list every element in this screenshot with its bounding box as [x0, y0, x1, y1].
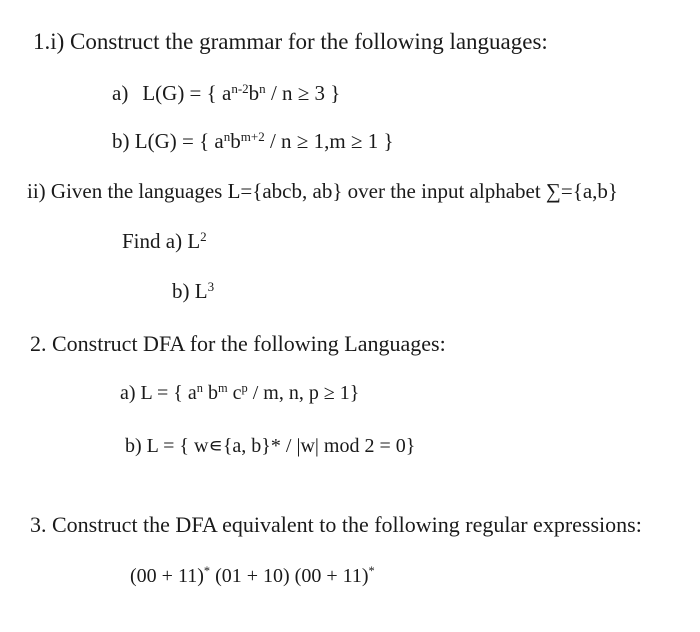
question-3-star-2: * [368, 564, 375, 579]
question-3-expression [130, 566, 375, 586]
question-1-ii-a [122, 228, 207, 253]
question-1-ii-a-prefix: Find a) L [122, 229, 201, 253]
question-1-ii-b-exponent: 3 [207, 278, 215, 294]
question-1b-suffix: / n ≥ 1,m ≥ 1 } [264, 129, 394, 153]
question-2-title: 2. Construct DFA for the following Languages: [30, 331, 446, 356]
question-1a-prefix: L(G) = { a [142, 81, 232, 105]
question-2a-exponent-1: n [196, 381, 203, 396]
question-1b [112, 128, 394, 153]
question-1b-middle: b [230, 129, 241, 153]
question-1-ii-b-prefix: b) L [172, 279, 208, 303]
question-3-title: 3. Construct the DFA equivalent to the following regular expressions: [30, 512, 642, 537]
question-1a-exponent-1: n-2 [231, 80, 249, 96]
question-1a-suffix: / n ≥ 3 } [265, 81, 341, 105]
question-1-ii-b [172, 278, 215, 303]
question-1b-exponent-2: m+2 [240, 128, 265, 144]
question-2a-middle-1: b [202, 382, 218, 404]
question-1-title: 1.i) Construct the grammar for the following languages: [33, 29, 548, 54]
question-2a-middle-2: c [227, 382, 242, 404]
question-2a-exponent-3: p [241, 381, 248, 396]
question-2a-suffix: / m, n, p ≥ 1} [247, 382, 360, 404]
question-1-ii-a-exponent: 2 [200, 228, 207, 244]
question-2b: b) L = { w∊{a, b}* / |w| mod 2 = 0} [125, 435, 416, 457]
question-1a [112, 80, 341, 105]
question-3-expression-part-2: (01 + 10) (00 + 11) [210, 565, 369, 587]
question-1b-exponent-1: n [223, 128, 231, 144]
question-3-expression-part-1: (00 + 11) [130, 565, 204, 587]
question-2a [120, 383, 359, 403]
question-1b-prefix: b) L(G) = { a [112, 129, 224, 153]
question-2a-prefix: a) L = { a [120, 382, 197, 404]
question-1a-label: a) [112, 81, 129, 105]
question-2a-exponent-2: m [217, 381, 228, 396]
question-1-ii: ii) Given the languages L={abcb, ab} over the input alphabet ∑={a,b} [27, 179, 618, 203]
question-3-star-1: * [203, 564, 211, 579]
question-1a-exponent-2: n [259, 80, 266, 96]
question-1a-middle: b [248, 81, 260, 105]
